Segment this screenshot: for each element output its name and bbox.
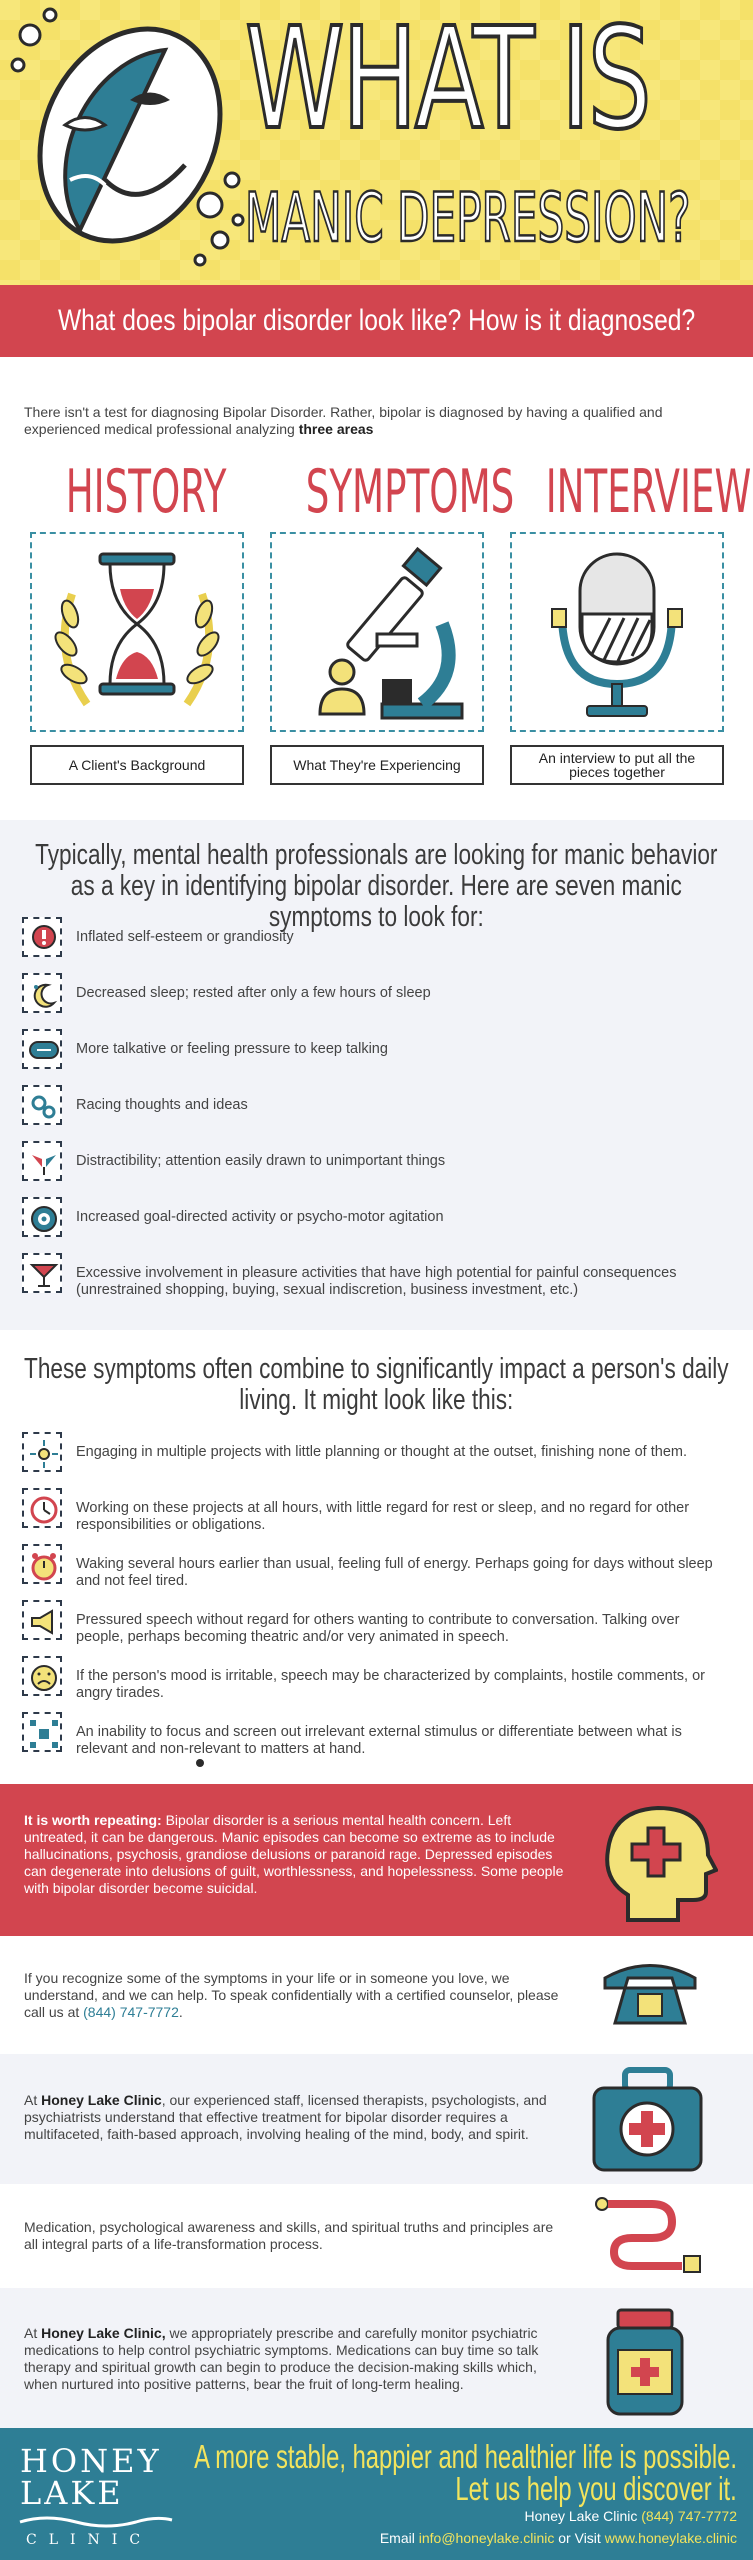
telephone-icon: [600, 1958, 700, 2028]
frown-face-icon: [22, 1656, 62, 1696]
info-paragraph: [24, 2092, 564, 2143]
symptom-text: Distractibility; attention easily drawn to unimportant things: [76, 1153, 446, 1169]
exclamation-balloon-icon: [22, 917, 62, 957]
info-text-end: .: [178, 2004, 183, 2020]
email-link[interactable]: info@honeylake.clinic: [418, 2530, 555, 2546]
microscope-icon: [272, 534, 482, 730]
area-icon-box: [30, 532, 244, 732]
microphone-icon: [512, 534, 722, 730]
area-interview: [502, 457, 752, 780]
area-history: [22, 457, 252, 773]
area-label: An interview to put all the pieces together: [510, 745, 724, 785]
effect-text: If the person's mood is irritable, speech may be characterized by complaints, hostile comments, or angry tirades.: [76, 1668, 705, 1701]
symptoms-heading-text: Typically, mental health professionals are looking for manic behavior as a key in identifying bipolar disorder. Here are seven manic symptoms to look for:: [35, 839, 718, 933]
arrows-icon: [22, 1141, 62, 1181]
area-title: SYMPTOMS: [305, 457, 515, 527]
page-subtitle: MANIC DEPRESSION?: [245, 179, 691, 258]
footer-tagline-2: Let us help you discover it.: [455, 2470, 737, 2507]
focus-icon: [22, 1712, 62, 1752]
banner-text: What does bipolar disorder look like? How is it diagnosed?: [57, 304, 696, 337]
info-text: At: [24, 2325, 42, 2341]
footer-email-line: [380, 2530, 737, 2546]
footer-tagline: A more stable, happier and healthier life is possible.: [194, 2438, 737, 2475]
effects-heading-text: These symptoms often combine to significantly impact a person's daily living. It might look like this:: [24, 1353, 729, 1416]
symptom-text: Excessive involvement in pleasure activities that have high potential for painful consequences (unrestrained shopping, buying, sexual indiscretion, business investment, etc.): [76, 1265, 677, 1298]
area-label: A Client's Background: [30, 745, 244, 785]
info-paragraph: Medication, psychological awareness and skills, and spiritual truths and principles are all integral parts of a life-transformation process.: [24, 2219, 554, 2252]
area-title: INTERVIEW: [545, 457, 752, 527]
theatre-mask-icon: [10, 5, 250, 280]
symptom-text: Decreased sleep; rested after only a few hours of sleep: [76, 985, 431, 1001]
symptoms-heading: [20, 840, 733, 933]
megaphone-icon: [22, 1600, 62, 1640]
page-title: WHAT IS: [245, 0, 649, 161]
logo-text-honey: HONEY: [20, 2442, 162, 2480]
header: [0, 0, 753, 285]
website-link[interactable]: www.honeylake.clinic: [604, 2530, 737, 2546]
contact-name: Honey Lake Clinic: [524, 2508, 638, 2524]
symptom-text: Increased goal-directed activity or psycho-motor agitation: [76, 1209, 444, 1225]
footer-contact: [525, 2508, 737, 2524]
effect-text: An inability to focus and screen out irrelevant external stimulus or differentiate between what is relevant and non-relevant to matters at hand.: [76, 1724, 682, 1757]
area-label: What They're Experiencing: [270, 745, 484, 785]
info-text: At: [24, 2092, 42, 2108]
logo-wave-icon: [16, 2510, 176, 2530]
effects-heading: [20, 1354, 733, 1416]
gears-icon: [22, 1085, 62, 1125]
symptom-text: Racing thoughts and ideas: [76, 1097, 248, 1113]
bullet-dot: [196, 1759, 204, 1767]
effect-text: Waking several hours earlier than usual, feeling full of energy. Perhaps going for days without sleep and not feel tired.: [76, 1556, 713, 1589]
path-arrow-icon: [592, 2194, 704, 2278]
footer-phone-link[interactable]: (844) 747-7772: [641, 2508, 737, 2524]
head-cross-icon: [598, 1800, 718, 1922]
or-visit-label: or Visit: [558, 2530, 601, 2546]
intro-emphasis: three areas: [298, 421, 374, 437]
medical-kit-icon: [590, 2066, 705, 2174]
intro-text: There isn't a test for diagnosing Bipolar Disorder. Rather, bipolar is diagnosed by having a qualified and experienced medical professional analyzing: [24, 404, 663, 437]
effect-text: Pressured speech without regard for others wanting to contribute to conversation. Talking over people, perhaps becoming theatric and/or very animated in speech.: [76, 1612, 680, 1645]
logo-text-lake: LAKE: [20, 2474, 124, 2512]
area-icon-box: [510, 532, 724, 732]
cocktail-icon: [22, 1253, 62, 1293]
email-label: Email: [379, 2530, 415, 2546]
info-text-end: we appropriately prescribe and carefully monitor psychiatric medications to help control psychiatric symptoms. Medications can buy time so talk therapy and spiritual growth can begin to produce the decision-making skills which, when nurtured into positive patterns, bear the fruit of long-term healing.: [24, 2325, 539, 2392]
clinic-name: Honey Lake Clinic,: [41, 2325, 166, 2341]
info-paragraph: [24, 1970, 564, 2021]
question-banner: [0, 285, 753, 357]
area-title: HISTORY: [65, 457, 227, 527]
hourglass-laurel-icon: [32, 534, 242, 730]
warning-paragraph: [24, 1812, 564, 1897]
effect-text: Engaging in multiple projects with little planning or thought at the outset, finishing none of them.: [76, 1444, 687, 1460]
phone-link[interactable]: (844) 747-7772: [83, 2004, 179, 2020]
clinic-name: Honey Lake Clinic: [41, 2092, 162, 2108]
symptom-text: More talkative or feeling pressure to keep talking: [76, 1041, 388, 1057]
warning-lead: It is worth repeating:: [24, 1812, 162, 1828]
logo-text-clinic: CLINIC: [26, 2532, 153, 2548]
info-paragraph: [24, 2325, 564, 2393]
medicine-bottle-icon: [600, 2306, 690, 2418]
moon-stars-icon: [22, 973, 62, 1013]
warning-text: Bipolar disorder is a serious mental health concern. Left untreated, it can be dangerous. Manic episodes can become so extreme as to include hallucinations, psychosis, grandiose delusions or paranoid rage. Depressed episodes can degenerate into delusions of guilt, worthlessness, and hopelessness. Some people with bipolar disorder become suicidal.: [24, 1812, 564, 1896]
info-text-end: , our experienced staff, licensed therapists, psychologists, and psychiatrists understand that effective treatment for bipolar disorder requires a multifaceted, faith-based approach, involving healing of the mind, body, and spirit.: [24, 2092, 547, 2142]
burst-icon: [22, 1432, 62, 1472]
effect-text: Working on these projects at all hours, with little regard for rest or sleep, and no regard for other responsibilities or obligations.: [76, 1500, 690, 1533]
speech-bubble-icon: [22, 1029, 62, 1069]
target-icon: [22, 1197, 62, 1237]
alarm-clock-icon: [22, 1544, 62, 1584]
area-icon-box: [270, 532, 484, 732]
intro-paragraph: [24, 404, 734, 438]
clock-icon: [22, 1488, 62, 1528]
area-symptoms: [262, 457, 515, 773]
info-text: If you recognize some of the symptoms in your life or in someone you love, we understand, and we can help. To speak confidentially with a certified counselor, please call us at: [24, 1970, 559, 2020]
symptom-text: Inflated self-esteem or grandiosity: [76, 929, 294, 945]
